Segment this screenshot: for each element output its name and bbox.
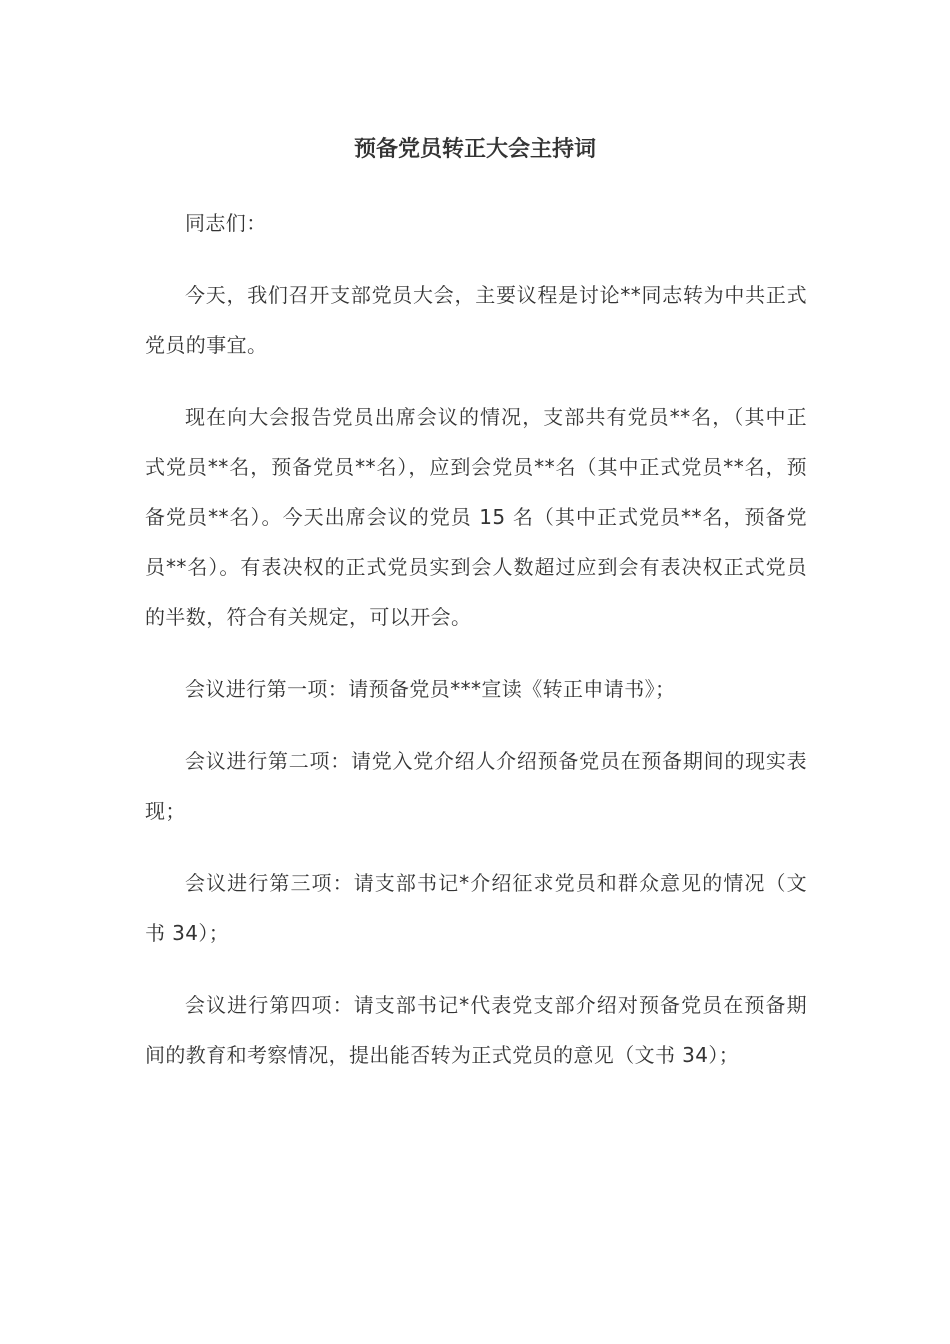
paragraph-greeting: 同志们： bbox=[185, 211, 267, 235]
paragraph-opening: 今天，我们召开支部党员大会，主要议程是讨论**同志转为中共正式党员的事宜。 bbox=[145, 283, 807, 357]
paragraph-agenda-item-4: 会议进行第四项：请支部书记*代表党支部介绍对预备党员在预备期间的教育和考察情况，提出能否转为正式党员的意见（文书 34）； bbox=[145, 993, 807, 1067]
paragraph-agenda-item-2: 会议进行第二项：请党入党介绍人介绍预备党员在预备期间的现实表现； bbox=[145, 749, 807, 823]
document-body bbox=[145, 198, 807, 1102]
paragraph-attendance-report: 现在向大会报告党员出席会议的情况，支部共有党员**名，（其中正式党员**名，预备党员**名），应到会党员**名（其中正式党员**名，预备党员**名）。今天出席会议的党员 15 名（其中正式党员**名，预备党员**名）。有表决权的正式党员实到会人数超过应到会有表决权正式党员的半数，符合有关规定，可以开会。 bbox=[145, 405, 807, 629]
document-title: 预备党员转正大会主持词 bbox=[353, 137, 596, 162]
paragraph-agenda-item-1: 会议进行第一项：请预备党员***宣读《转正申请书》； bbox=[185, 677, 676, 701]
paragraph-agenda-item-3: 会议进行第三项：请支部书记*介绍征求党员和群众意见的情况（文书 34）； bbox=[145, 871, 807, 945]
